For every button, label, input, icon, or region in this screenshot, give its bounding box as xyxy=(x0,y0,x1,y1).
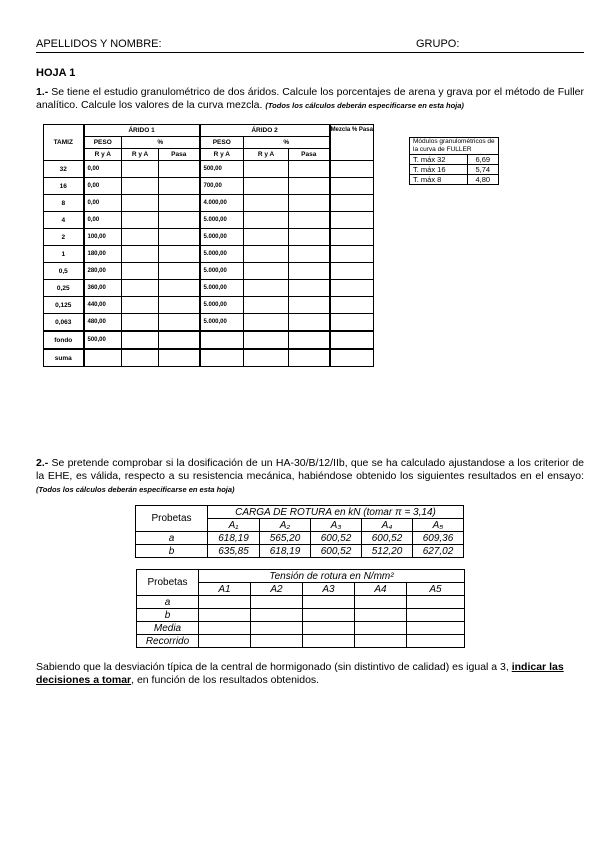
pct-rya-2-cell xyxy=(244,297,289,314)
tamiz-cell: 2 xyxy=(44,229,84,246)
q1-text: Se tiene el estudio granulométrico de dos áridos. Calcule los porcentajes de arena y grava por el método de Fuller analítico. Calcule los valores de la curva mezcla. xyxy=(36,86,584,111)
load-column-header: A₄ xyxy=(362,519,413,532)
pasa-2-cell xyxy=(289,212,330,229)
pct-rya-2-cell xyxy=(244,212,289,229)
stress-value-cell xyxy=(199,622,251,635)
pasa-1-cell xyxy=(159,314,200,332)
pasa-1-cell xyxy=(159,263,200,280)
fuller-value: 5,74 xyxy=(467,165,498,175)
pasa-1-cell xyxy=(159,229,200,246)
mezcla-cell xyxy=(330,263,374,280)
pasa-2-cell xyxy=(289,314,330,332)
mezcla-cell xyxy=(330,280,374,297)
table-row xyxy=(44,331,374,349)
fuller-label: T. máx 16 xyxy=(410,165,468,175)
stress-value-cell xyxy=(303,596,355,609)
tamiz-cell: 32 xyxy=(44,161,84,178)
mezcla-cell xyxy=(330,297,374,314)
stress-value-cell xyxy=(199,609,251,622)
fuller-row xyxy=(410,175,499,185)
table-row xyxy=(137,596,465,609)
load-value-cell: 565,20 xyxy=(260,532,311,545)
table-row xyxy=(137,622,465,635)
peso-1-cell: 100,00 xyxy=(84,229,122,246)
header-arido-2: ÁRIDO 2 xyxy=(200,125,330,137)
stress-column-header: A1 xyxy=(199,583,251,596)
pct-rya-2-cell xyxy=(244,195,289,212)
peso-2-cell xyxy=(200,349,244,367)
header-pct-rya-2: R y A xyxy=(244,149,289,161)
load-table xyxy=(135,505,464,558)
table-row xyxy=(44,314,374,332)
stress-row-label: Recorrido xyxy=(137,635,199,648)
header-arido-1: ÁRIDO 1 xyxy=(84,125,200,137)
pasa-1-cell xyxy=(159,195,200,212)
fuller-body xyxy=(410,155,499,185)
header-peso-1: PESO xyxy=(84,137,122,149)
stress-row-label: Media xyxy=(137,622,199,635)
peso-2-cell: 5.000,00 xyxy=(200,297,244,314)
pct-rya-2-cell xyxy=(244,246,289,263)
peso-2-cell: 4.000,00 xyxy=(200,195,244,212)
q1-note: (Todos los cálculos deberán especificarse en esta hoja) xyxy=(265,101,464,110)
stress-body xyxy=(137,596,465,648)
peso-1-cell: 280,00 xyxy=(84,263,122,280)
peso-1-cell: 440,00 xyxy=(84,297,122,314)
mezcla-cell xyxy=(330,331,374,349)
mezcla-cell xyxy=(330,229,374,246)
granulometry-body xyxy=(44,161,374,367)
header-mezcla: Mezcla % Pasa xyxy=(330,125,374,161)
peso-2-cell: 5.000,00 xyxy=(200,212,244,229)
table-row xyxy=(137,609,465,622)
pct-rya-1-cell xyxy=(122,229,159,246)
table-row xyxy=(44,297,374,314)
header-divider xyxy=(36,52,584,53)
pct-rya-1-cell xyxy=(122,161,159,178)
pasa-2-cell xyxy=(289,280,330,297)
stress-value-cell xyxy=(407,596,465,609)
stress-value-cell xyxy=(251,622,303,635)
stress-column-header: A2 xyxy=(251,583,303,596)
header-pasa-2: Pasa xyxy=(289,149,330,161)
pasa-1-cell xyxy=(159,331,200,349)
load-value-cell: 627,02 xyxy=(413,545,464,558)
q3-tail: , en función de los resultados obtenidos. xyxy=(131,674,320,686)
peso-1-cell xyxy=(84,349,122,367)
group-label: GRUPO: xyxy=(416,38,460,50)
load-body xyxy=(136,532,464,558)
pasa-1-cell xyxy=(159,161,200,178)
mezcla-cell xyxy=(330,195,374,212)
tamiz-cell: suma xyxy=(44,349,84,367)
pasa-2-cell xyxy=(289,178,330,195)
pasa-1-cell xyxy=(159,297,200,314)
peso-2-cell xyxy=(200,331,244,349)
stress-row-label: b xyxy=(137,609,199,622)
peso-2-cell: 5.000,00 xyxy=(200,280,244,297)
fuller-label: T. máx 32 xyxy=(410,155,468,165)
mezcla-cell xyxy=(330,349,374,367)
pct-rya-1-cell xyxy=(122,297,159,314)
granulometry-table xyxy=(43,124,374,367)
pct-rya-2-cell xyxy=(244,178,289,195)
fuller-row xyxy=(410,165,499,175)
tamiz-cell: fondo xyxy=(44,331,84,349)
load-value-cell: 512,20 xyxy=(362,545,413,558)
peso-2-cell: 5.000,00 xyxy=(200,229,244,246)
header-pct-2: % xyxy=(244,137,330,149)
pct-rya-1-cell xyxy=(122,195,159,212)
stress-column-header: A5 xyxy=(407,583,465,596)
pct-rya-2-cell xyxy=(244,263,289,280)
stress-value-cell xyxy=(251,635,303,648)
stress-header-title: Tensión de rotura en N/mm² xyxy=(199,570,465,583)
fuller-value: 4,80 xyxy=(467,175,498,185)
stress-value-cell xyxy=(355,596,407,609)
pasa-2-cell xyxy=(289,297,330,314)
pct-rya-1-cell xyxy=(122,349,159,367)
stress-value-cell xyxy=(355,609,407,622)
stress-value-cell xyxy=(303,609,355,622)
header-tamiz: TAMIZ xyxy=(44,125,84,161)
peso-2-cell: 500,00 xyxy=(200,161,244,178)
peso-2-cell: 5.000,00 xyxy=(200,263,244,280)
load-value-cell: 618,19 xyxy=(260,545,311,558)
pasa-2-cell xyxy=(289,331,330,349)
fuller-value: 6,69 xyxy=(467,155,498,165)
pasa-2-cell xyxy=(289,161,330,178)
table-row xyxy=(44,178,374,195)
table-row xyxy=(44,212,374,229)
stress-value-cell xyxy=(251,596,303,609)
question-3 xyxy=(36,661,584,687)
fuller-title: Módulos granulométricos de la curva de FULLER xyxy=(410,138,499,155)
pasa-2-cell xyxy=(289,195,330,212)
stress-value-cell xyxy=(303,622,355,635)
table-row xyxy=(44,263,374,280)
pct-rya-2-cell xyxy=(244,314,289,332)
tamiz-cell: 4 xyxy=(44,212,84,229)
mezcla-cell xyxy=(330,246,374,263)
pct-rya-1-cell xyxy=(122,314,159,332)
tamiz-cell: 8 xyxy=(44,195,84,212)
peso-1-cell: 360,00 xyxy=(84,280,122,297)
q2-text: Se pretende comprobar si la dosificación de un HA-30/B/12/IIb, que se ha calculado ajustandose a los criterior de la EHE, es válida, respecto a su resistencia mecánica, habiéndose obtenido los siguientes resultados en el ensayo: xyxy=(36,457,584,482)
table-row xyxy=(44,349,374,367)
pct-rya-1-cell xyxy=(122,263,159,280)
load-value-cell: 609,36 xyxy=(413,532,464,545)
mezcla-cell xyxy=(330,161,374,178)
stress-column-header: A4 xyxy=(355,583,407,596)
header xyxy=(36,38,584,50)
pasa-2-cell xyxy=(289,229,330,246)
load-column-header: A₃ xyxy=(311,519,362,532)
pasa-1-cell xyxy=(159,246,200,263)
peso-1-cell: 0,00 xyxy=(84,212,122,229)
table-row xyxy=(44,246,374,263)
mezcla-cell xyxy=(330,314,374,332)
peso-1-cell: 500,00 xyxy=(84,331,122,349)
stress-header-probetas: Probetas xyxy=(137,570,199,596)
pct-rya-1-cell xyxy=(122,178,159,195)
tamiz-cell: 0,5 xyxy=(44,263,84,280)
load-column-header: A₅ xyxy=(413,519,464,532)
q1-number: 1.- xyxy=(36,86,49,98)
pct-rya-2-cell xyxy=(244,161,289,178)
pasa-1-cell xyxy=(159,280,200,297)
tamiz-cell: 0,25 xyxy=(44,280,84,297)
pct-rya-2-cell xyxy=(244,280,289,297)
peso-1-cell: 0,00 xyxy=(84,195,122,212)
name-label: APELLIDOS Y NOMBRE: xyxy=(36,38,162,50)
pct-rya-2-cell xyxy=(244,331,289,349)
fuller-row xyxy=(410,155,499,165)
q2-number: 2.- xyxy=(36,457,49,469)
table-row xyxy=(137,635,465,648)
header-pasa-1: Pasa xyxy=(159,149,200,161)
fuller-label: T. máx 8 xyxy=(410,175,468,185)
stress-value-cell xyxy=(199,596,251,609)
stress-value-cell xyxy=(407,609,465,622)
pasa-1-cell xyxy=(159,178,200,195)
pct-rya-2-cell xyxy=(244,349,289,367)
load-value-cell: 600,52 xyxy=(311,545,362,558)
header-rya-2: R y A xyxy=(200,149,244,161)
load-value-cell: 600,52 xyxy=(311,532,362,545)
pct-rya-1-cell xyxy=(122,212,159,229)
load-value-cell: 635,85 xyxy=(208,545,260,558)
table-row xyxy=(44,195,374,212)
load-value-cell: 600,52 xyxy=(362,532,413,545)
stress-table xyxy=(136,569,465,648)
sheet-title: HOJA 1 xyxy=(36,67,76,79)
stress-value-cell xyxy=(407,622,465,635)
stress-row-label: a xyxy=(137,596,199,609)
pasa-2-cell xyxy=(289,349,330,367)
table-row xyxy=(136,532,464,545)
pasa-1-cell xyxy=(159,349,200,367)
fuller-moduli-table xyxy=(409,137,499,185)
pct-rya-2-cell xyxy=(244,229,289,246)
q3-emphasis: indicar las decisiones a tomar xyxy=(36,661,564,686)
peso-1-cell: 0,00 xyxy=(84,178,122,195)
mezcla-cell xyxy=(330,178,374,195)
peso-1-cell: 0,00 xyxy=(84,161,122,178)
pct-rya-1-cell xyxy=(122,246,159,263)
stress-value-cell xyxy=(355,622,407,635)
peso-1-cell: 480,00 xyxy=(84,314,122,332)
mezcla-cell xyxy=(330,212,374,229)
stress-value-cell xyxy=(199,635,251,648)
table-row xyxy=(44,280,374,297)
load-column-header: A₂ xyxy=(260,519,311,532)
stress-value-cell xyxy=(303,635,355,648)
load-value-cell: 618,19 xyxy=(208,532,260,545)
peso-2-cell: 5.000,00 xyxy=(200,246,244,263)
load-header-probetas: Probetas xyxy=(136,506,208,532)
tamiz-cell: 16 xyxy=(44,178,84,195)
pct-rya-1-cell xyxy=(122,331,159,349)
load-header-title: CARGA DE ROTURA en kN (tomar π = 3,14) xyxy=(208,506,464,519)
table-row xyxy=(44,229,374,246)
header-rya-1: R y A xyxy=(84,149,122,161)
pasa-2-cell xyxy=(289,246,330,263)
tamiz-cell: 1 xyxy=(44,246,84,263)
peso-2-cell: 5.000,00 xyxy=(200,314,244,332)
header-peso-2: PESO xyxy=(200,137,244,149)
stress-value-cell xyxy=(407,635,465,648)
stress-value-cell xyxy=(251,609,303,622)
peso-2-cell: 700,00 xyxy=(200,178,244,195)
header-pct-rya-1: R y A xyxy=(122,149,159,161)
q2-note: (Todos los cálculos deberán especificarse en esta hoja) xyxy=(36,485,235,494)
load-column-header: A₁ xyxy=(208,519,260,532)
question-2 xyxy=(36,457,584,496)
stress-column-header: A3 xyxy=(303,583,355,596)
load-row-label: a xyxy=(136,532,208,545)
tamiz-cell: 0,125 xyxy=(44,297,84,314)
load-row-label: b xyxy=(136,545,208,558)
tamiz-cell: 0,063 xyxy=(44,314,84,332)
q3-text: Sabiendo que la desviación típica de la central de hormigonado (sin distintivo de calidad) es igual a 3, xyxy=(36,661,512,673)
table-row xyxy=(136,545,464,558)
pasa-2-cell xyxy=(289,263,330,280)
peso-1-cell: 180,00 xyxy=(84,246,122,263)
question-1 xyxy=(36,86,584,112)
pct-rya-1-cell xyxy=(122,280,159,297)
header-pct-1: % xyxy=(122,137,200,149)
stress-value-cell xyxy=(355,635,407,648)
table-row xyxy=(44,161,374,178)
pasa-1-cell xyxy=(159,212,200,229)
